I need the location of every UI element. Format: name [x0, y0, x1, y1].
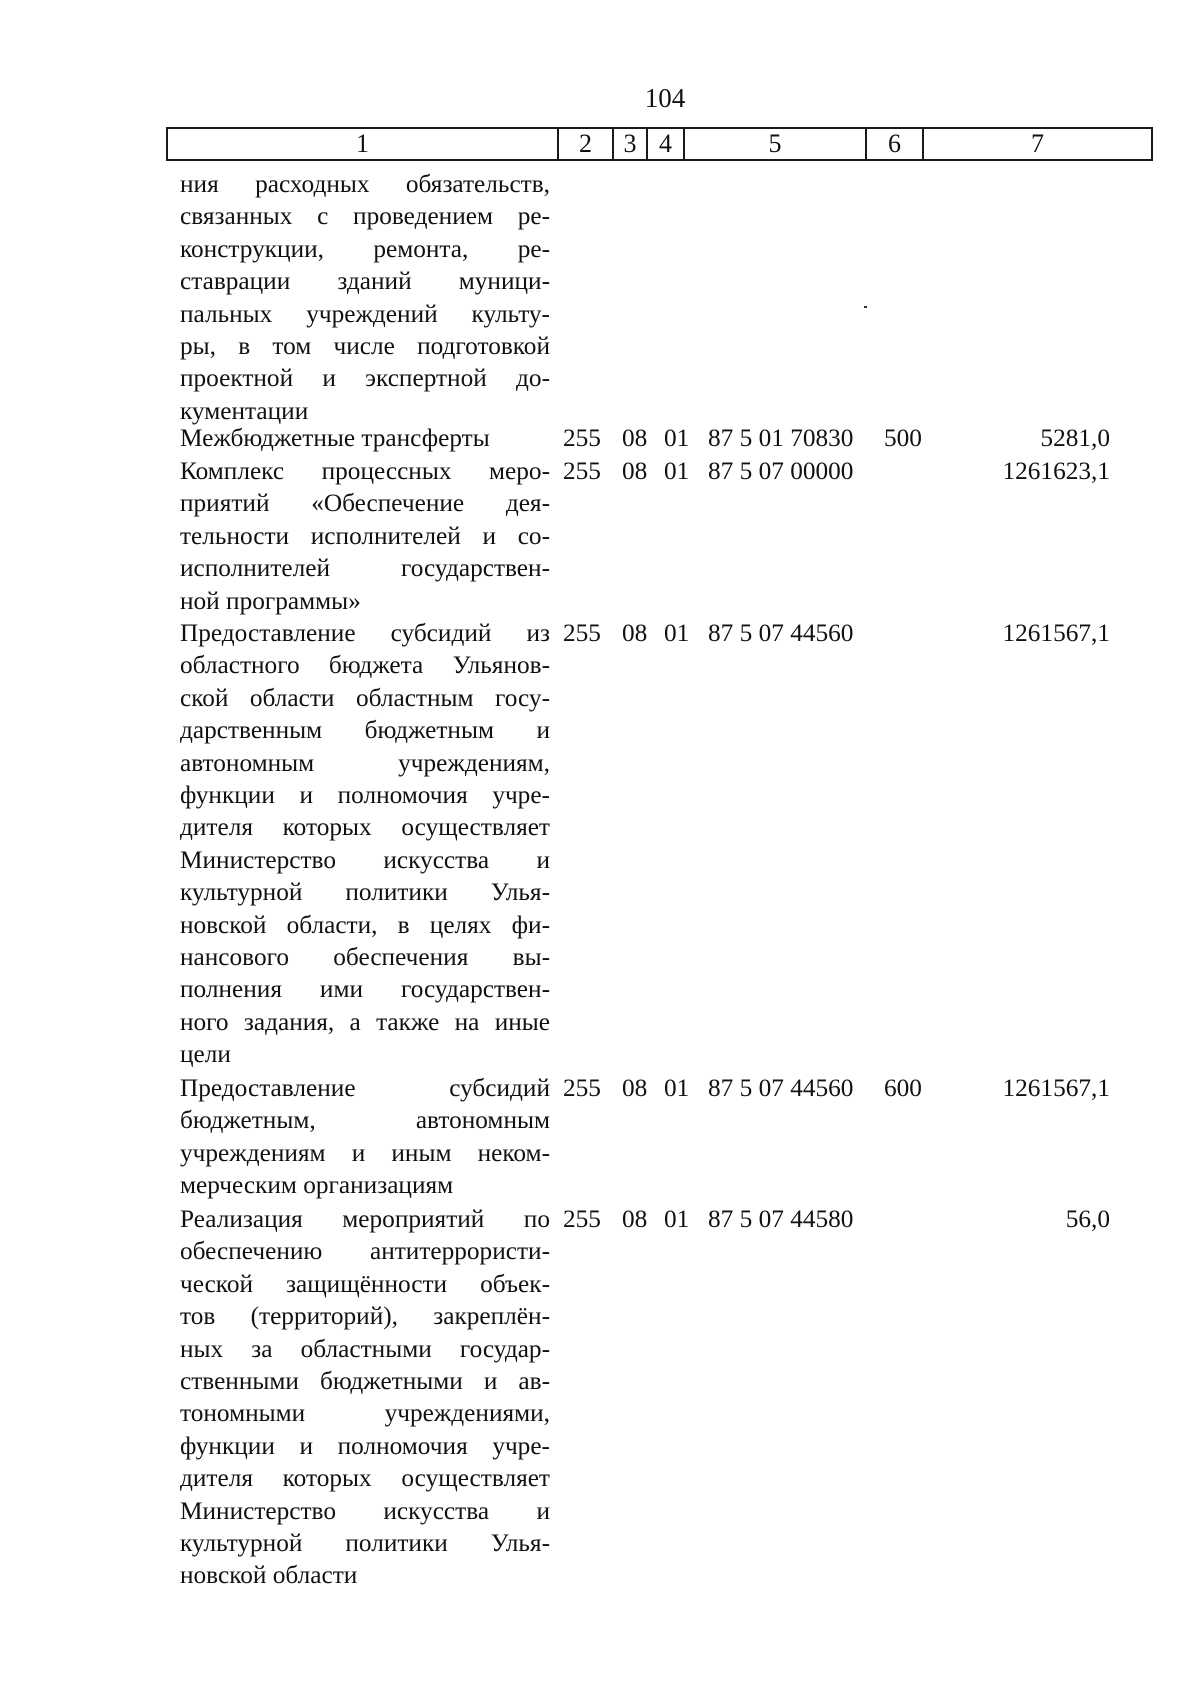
description-line: конструкции, ремонта, ре- — [180, 234, 550, 263]
description-line: тономными учреждениями, — [180, 1399, 550, 1428]
description-line: новской области, в целях фи- — [180, 910, 550, 939]
cell-col-7: 5281,0 — [1040, 424, 1110, 452]
description-line: пальных учреждений культу- — [180, 299, 550, 328]
cell-col-3: 08 — [622, 1205, 648, 1233]
description-line: учреждениям и иным неком- — [180, 1138, 550, 1167]
header-col-5: 5 — [685, 129, 867, 159]
cell-col-6: 500 — [884, 424, 922, 452]
stray-mark — [864, 306, 867, 308]
cell-col-4: 01 — [664, 1205, 690, 1233]
description-line: функции и полномочия учре- — [180, 1431, 550, 1460]
cell-col-2: 255 — [563, 619, 601, 647]
description-line: проектной и экспертной до- — [180, 364, 550, 393]
row-description — [180, 422, 550, 454]
description-line: ры, в том числе подготовкой — [180, 332, 550, 361]
header-col-3: 3 — [614, 129, 648, 159]
description-line: Комплекс процессных меро- — [180, 457, 550, 485]
description-line: новской области — [180, 1561, 358, 1590]
description-line: ных за областными государ- — [180, 1334, 550, 1363]
cell-col-3: 08 — [622, 424, 648, 452]
description-line: Реализация мероприятий по — [180, 1205, 550, 1233]
header-col-4: 4 — [648, 129, 685, 159]
cell-col-5: 87 5 07 00000 — [708, 457, 854, 485]
description-line: дителя которых осуществляет — [180, 813, 550, 842]
description-line: дарственным бюджетным и — [180, 716, 550, 745]
description-line: культурной политики Улья- — [180, 878, 550, 907]
header-col-7: 7 — [1031, 129, 1044, 158]
cell-col-7: 1261623,1 — [1002, 457, 1110, 485]
cell-col-4: 01 — [664, 457, 690, 485]
cell-col-5: 87 5 01 70830 — [708, 424, 854, 452]
description-line: ния расходных обязательств, — [180, 170, 550, 198]
cell-col-7: 56,0 — [1065, 1205, 1110, 1233]
cell-col-4: 01 — [664, 1074, 690, 1102]
cell-col-3: 08 — [622, 457, 648, 485]
description-line: культурной политики Улья- — [180, 1529, 550, 1558]
description-line: кументации — [180, 396, 309, 425]
cell-col-7: 1261567,1 — [1002, 1074, 1110, 1102]
table-header — [166, 127, 1153, 161]
description-line: ческой защищённости объек- — [180, 1269, 550, 1298]
description-line: тельности исполнителей и со- — [180, 521, 550, 550]
row-description — [180, 455, 550, 617]
cell-col-6: 600 — [884, 1074, 922, 1102]
cell-col-3: 08 — [622, 1074, 648, 1102]
cell-col-2: 255 — [563, 457, 601, 485]
description-line: ного задания, а также на иные — [180, 1007, 550, 1036]
cell-col-7: 1261567,1 — [1002, 619, 1110, 647]
header-col-2: 2 — [559, 129, 614, 159]
description-line: Министерство искусства и — [180, 1496, 550, 1525]
description-line: автономным учреждениям, — [180, 748, 550, 777]
description-line: обеспечению антитеррористи- — [180, 1237, 550, 1266]
description-line: ставрации зданий муници- — [180, 267, 550, 296]
description-line: нансового обеспечения вы- — [180, 943, 550, 972]
cell-col-2: 255 — [563, 424, 601, 452]
description-line: Межбюджетные трансферты — [180, 424, 490, 452]
cell-col-4: 01 — [664, 619, 690, 647]
description-line: Предоставление субсидий — [180, 1074, 550, 1102]
description-line: тов (территорий), закреплён- — [180, 1302, 550, 1331]
cell-col-2: 255 — [563, 1205, 601, 1233]
description-line: приятий «Обеспечение дея- — [180, 489, 550, 518]
description-line: полнения ими государствен- — [180, 975, 550, 1004]
description-line: ской области областным госу- — [180, 683, 550, 712]
cell-col-4: 01 — [664, 424, 690, 452]
cell-col-3: 08 — [622, 619, 648, 647]
header-col-6: 6 — [867, 129, 924, 159]
cell-col-5: 87 5 07 44560 — [708, 1074, 854, 1102]
description-line: Министерство искусства и — [180, 845, 550, 874]
page-number: 104 — [644, 83, 686, 113]
description-line: ной программы» — [180, 586, 361, 615]
row-description — [180, 168, 550, 427]
row-description — [180, 1072, 550, 1202]
description-line: ственными бюджетными и ав- — [180, 1367, 550, 1396]
cell-col-2: 255 — [563, 1074, 601, 1102]
cell-col-5: 87 5 07 44560 — [708, 619, 854, 647]
description-line: Предоставление субсидий из — [180, 619, 550, 647]
description-line: исполнителей государствен- — [180, 554, 550, 583]
description-line: цели — [180, 1040, 231, 1069]
description-line: областного бюджета Ульянов- — [180, 651, 550, 680]
description-line: дителя которых осуществляет — [180, 1464, 550, 1493]
description-line: связанных с проведением ре- — [180, 202, 550, 231]
description-line: функции и полномочия учре- — [180, 781, 550, 810]
cell-col-5: 87 5 07 44580 — [708, 1205, 854, 1233]
description-line: бюджетным, автономным — [180, 1106, 550, 1135]
description-line: мерческим организациям — [180, 1171, 454, 1200]
row-description — [180, 1203, 550, 1592]
header-col-1: 1 — [168, 129, 559, 159]
row-description — [180, 617, 550, 1071]
